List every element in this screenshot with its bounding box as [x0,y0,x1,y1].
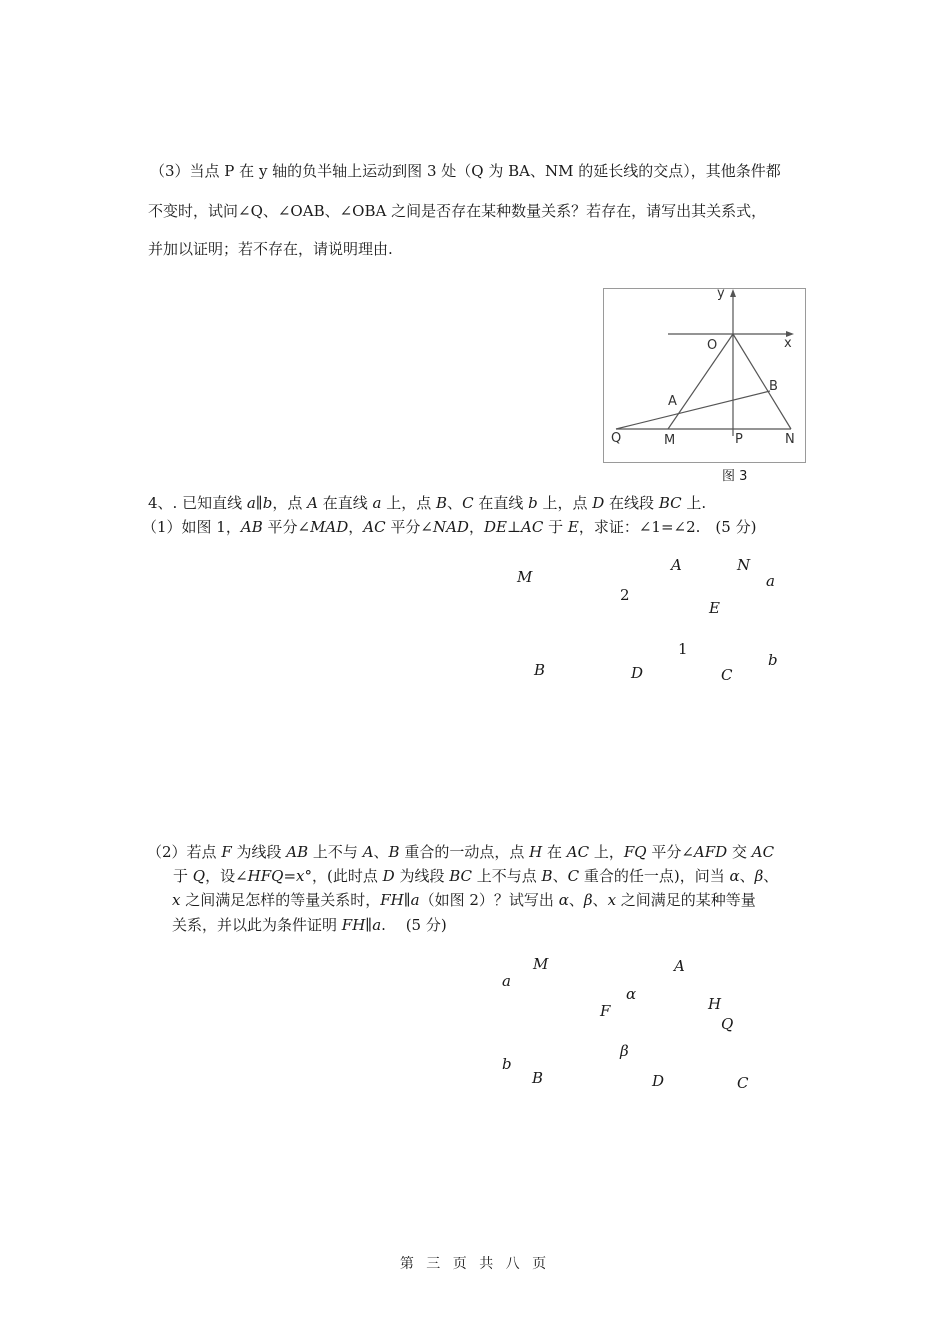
figure-3-caption: 图 3 [722,469,748,484]
label-Q: Q [611,431,622,446]
label-A: A [668,394,677,409]
line-OM [668,334,733,429]
q3-line-3: 并加以证明；若不存在，请说明理由. [148,240,393,258]
line-QB [616,391,770,429]
fig2-label-alpha: α [626,985,637,1003]
fig1-label-N: N [737,556,751,574]
fig2-label-B: B [532,1069,544,1087]
fig2-label-M: M [533,955,549,973]
fig1-label-A: A [671,556,682,574]
y-axis-arrow [730,289,736,297]
q4-part2-line-2: 于 Q，设∠HFQ=x°，(此时点 D 为线段 BC 上不与点 B、C 重合的任一点)，问当 α、β、 [173,867,779,885]
label-O: O [707,338,718,353]
fig2-label-D: D [652,1072,665,1090]
fig2-label-b: b [502,1055,512,1073]
label-x: x [784,336,792,351]
q4-intro: 4、. 已知直线 a∥b，点 A 在直线 a 上，点 B、C 在直线 b 上，点 D 在线段 BC 上. [148,494,707,512]
fig2-label-Q: Q [721,1015,734,1033]
label-B: B [769,379,778,394]
fig1-label-a: a [766,572,775,590]
figure-3-diagram [604,286,807,464]
fig1-label-b: b [768,651,778,669]
fig1-label-M: M [517,568,533,586]
fig1-label-D: D [631,664,644,682]
fig2-label-H: H [708,995,722,1013]
fig2-label-F: F [600,1002,611,1020]
q4-part1: （1）如图 1，AB 平分∠MAD，AC 平分∠NAD，DE⊥AC 于 E，求证：∠1=∠2. (5 分) [142,518,757,536]
label-y: y [717,286,725,301]
fig2-label-beta: β [620,1042,629,1060]
page-footer: 第 三 页 共 八 页 [399,1256,551,1272]
fig2-label-A: A [674,957,685,975]
fig1-label-angle-2: 2 [620,586,630,604]
line-ON [733,334,791,429]
label-N: N [785,432,795,447]
fig2-label-a: a [502,972,511,990]
fig1-label-C: C [721,666,733,684]
q4-part2-line-1: （2）若点 F 为线段 AB 上不与 A、B 重合的一动点，点 H 在 AC 上，FQ 平分∠AFD 交 AC [147,843,775,861]
q3-line-2: 不变时，试问∠Q、∠OAB、∠OBA 之间是否存在某种数量关系？若存在，请写出其关系式， [148,202,767,220]
q3-line-1: （3）当点 P 在 y 轴的负半轴上运动到图 3 处（Q 为 BA、NM 的延长线的交点），其他条件都 [150,162,781,180]
q4-part2-line-4: 关系，并以此为条件证明 FH∥a. (5 分) [172,916,447,934]
fig1-label-angle-1: 1 [678,640,688,658]
label-M: M [664,433,676,448]
q4-part2-line-3: x 之间满足怎样的等量关系时，FH∥a（如图 2）？试写出 α、β、x 之间满足的某种等量 [172,891,756,909]
figure-3 [603,288,806,463]
fig1-label-E: E [709,599,720,617]
fig2-label-C: C [737,1074,749,1092]
fig1-label-B: B [534,661,546,679]
label-P: P [735,432,743,447]
